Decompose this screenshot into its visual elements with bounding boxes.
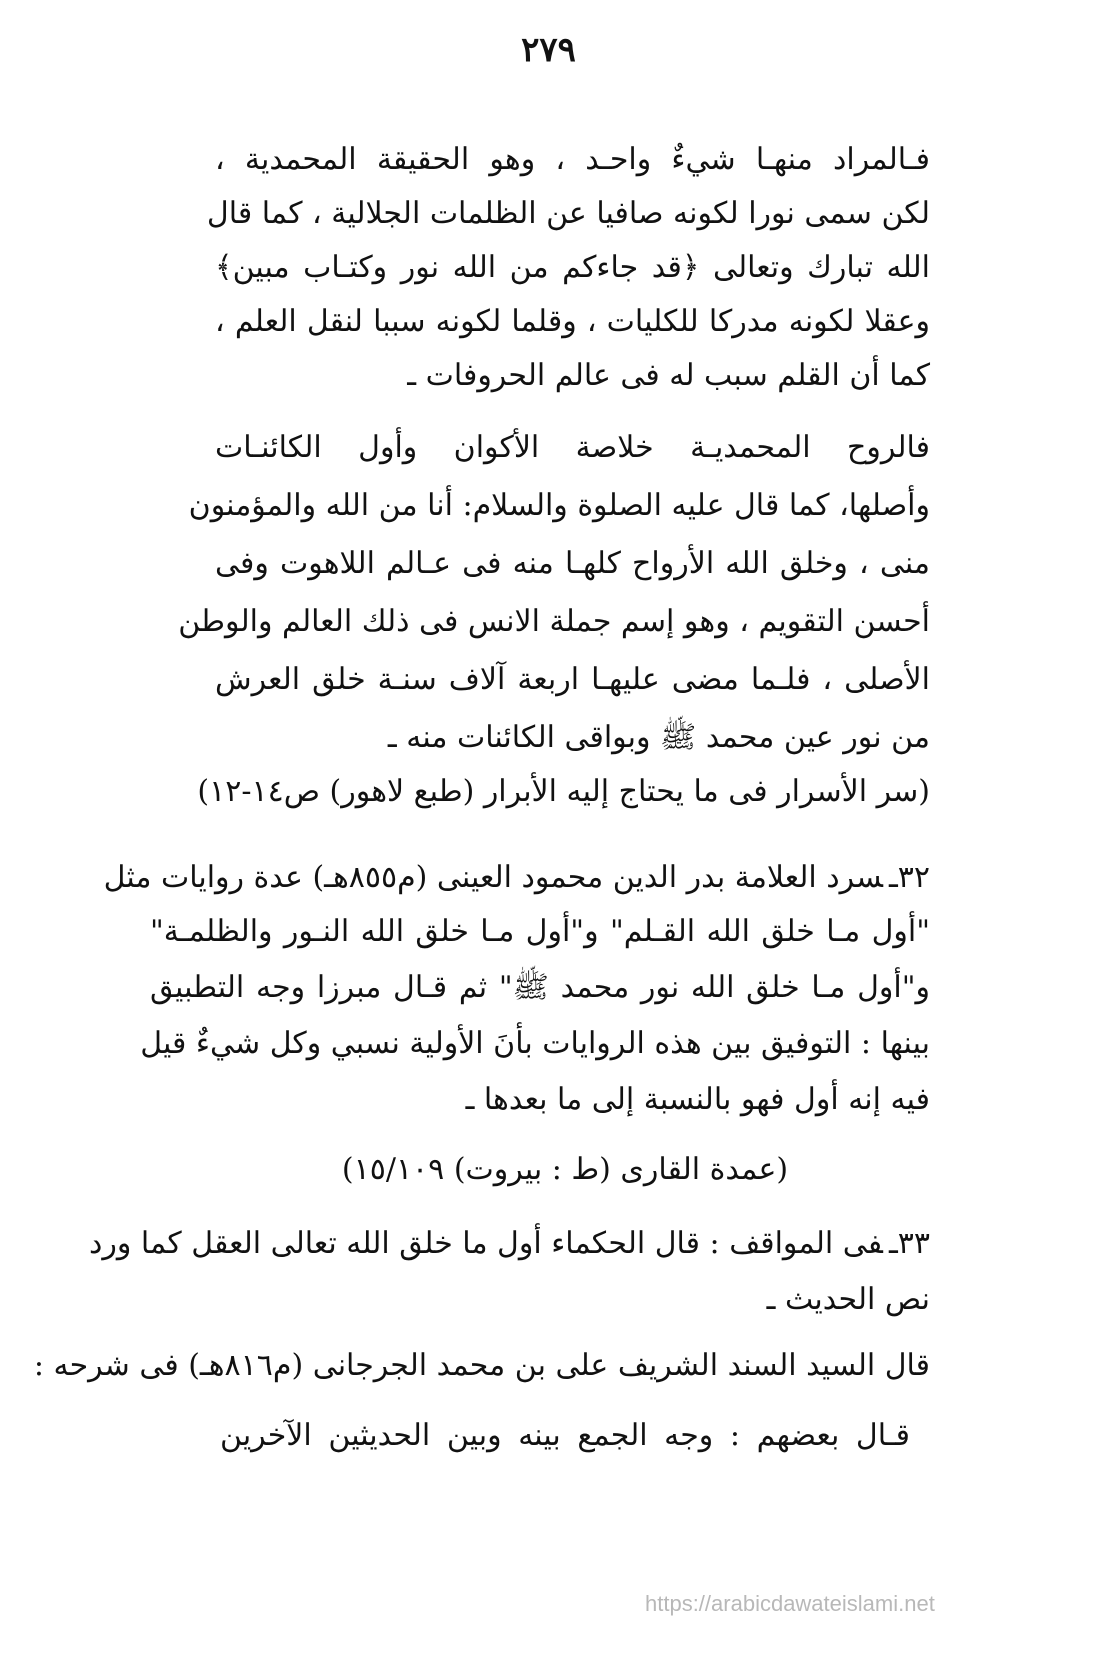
text-line: أحسن التقويم ، وهو إسم جملة الانس فى ذلك العالم والوطن	[178, 604, 930, 639]
entry-32-text: سرد العلامة بدر الدين محمود العينى (م٨٥٥هـ) عدة روايات مثل	[103, 860, 883, 895]
text-line: وعقلا لكونه مدركا للكليات ، وقلما لكونه سببا لنقل العلم ،	[215, 304, 930, 339]
text-line: كما أن القلم سبب له فى عالم الحروفات ـ	[407, 358, 930, 393]
text-line: فالروح المحمديـة خلاصة الأكوان وأول الكائنـات	[215, 430, 930, 465]
commentary-line: قال السيد السند الشريف على بن محمد الجرجانى (م٨١٦هـ) فى شرحه :	[33, 1348, 930, 1383]
text-line: لكن سمى نورا لكونه صافيا عن الظلمات الجلالية ، كما قال	[206, 196, 930, 231]
watermark: https://arabicdawateislami.net	[645, 1591, 935, 1616]
entry-32-number: ٣٢ـ	[888, 860, 930, 895]
text-line: فـالمراد منهـا شيءٌ واحـد ، وهو الحقيقة المحمدية ،	[215, 142, 930, 177]
entry-33-line	[89, 1224, 930, 1264]
reference-line: (عمدة القارى (ط : بيروت) ١٥/١٠٩)	[341, 1152, 789, 1187]
entry-32-line	[103, 858, 930, 898]
text-line: الله تبارك وتعالى ﴿قد جاءكم من الله نور وكتـاب مبين﴾	[215, 250, 930, 285]
text-line: فيه إنه أول فهو بالنسبة إلى ما بعدها ـ	[465, 1082, 930, 1117]
entry-33-text: فى المواقف : قال الحكماء أول ما خلق الله تعالى العقل كما ورد	[89, 1226, 883, 1261]
text-line: من نور عين محمد ﷺ وبواقى الكائنات منه ـ	[387, 720, 930, 755]
text-line: نص الحديث ـ	[766, 1282, 930, 1317]
quote-line: قـال بعضهم : وجه الجمع بينه وبين الحديثين الآخرين	[220, 1418, 910, 1453]
reference-line: (سر الأسرار فى ما يحتاج إليه الأبرار (طبع لاهور) ص١٤-١٢)	[197, 774, 930, 809]
text-line: بينها : التوفيق بين هذه الروايات بأنَ الأولية نسبي وكل شيءٌ قيل	[140, 1026, 930, 1061]
text-line: "أول مـا خلق الله القـلم" و"أول مـا خلق الله النـور والظلمـة"	[150, 914, 930, 949]
text-line: وأصلها، كما قال عليه الصلوة والسلام: أنا من الله والمؤمنون	[188, 488, 930, 523]
page-number: ٢٧٩	[521, 30, 576, 70]
entry-33-number: ٣٣ـ	[888, 1226, 930, 1261]
text-line: الأصلى ، فلـما مضى عليهـا اربعة آلاف سنـة خلق العرش	[215, 662, 930, 697]
text-line: و"أول مـا خلق الله نور محمد ﷺ" ثم قـال مبرزا وجه التطبيق	[150, 970, 930, 1005]
text-line: منى ، وخلق الله الأرواح كلهـا منه فى عـالم اللاهوت وفى	[215, 546, 930, 581]
